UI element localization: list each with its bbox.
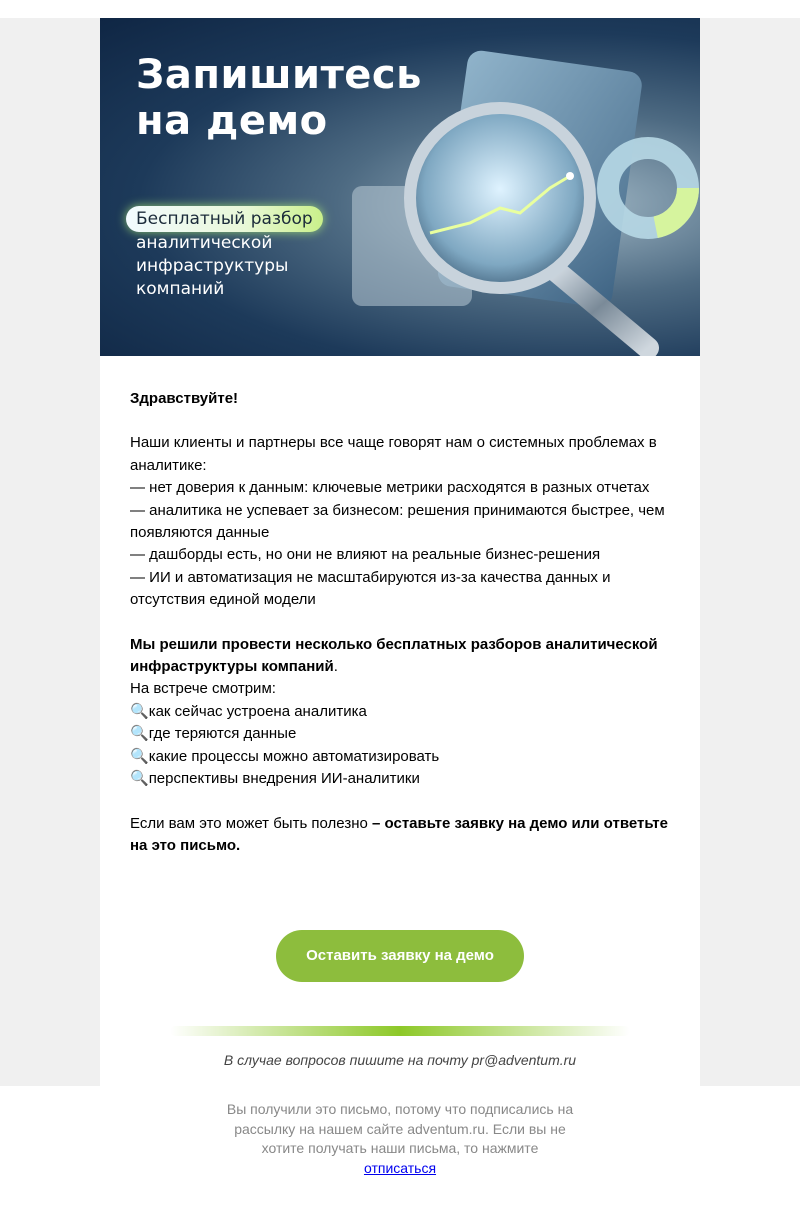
cta-text: Если вам это может быть полезно bbox=[130, 814, 372, 832]
magnifier-icon: 🔍 bbox=[130, 702, 149, 720]
list-item: 🔍перспективы внедрения ИИ-аналитики bbox=[130, 770, 420, 788]
footer bbox=[220, 1100, 580, 1178]
problem-item: — аналитика не успевает за бизнесом: решения принимаются быстрее, чем появляются данные bbox=[130, 501, 665, 542]
hero-title: Запишитесь на демо bbox=[136, 52, 422, 144]
meeting-intro: На встрече смотрим: bbox=[130, 680, 276, 698]
demo-request-button[interactable]: Оставить заявку на демо bbox=[276, 930, 524, 982]
email-card bbox=[100, 18, 700, 1086]
footer-text: Вы получили это письмо, потому что подписались на рассылку на нашем сайте adventum.ru. Если вы не хотите получать наши письма, то нажмите bbox=[226, 1101, 574, 1157]
unsubscribe-link[interactable]: отписаться bbox=[363, 1159, 437, 1176]
problem-item: — нет доверия к данным: ключевые метрики расходятся в разных отчетах bbox=[130, 479, 650, 497]
list-item: 🔍как сейчас устроена аналитика bbox=[130, 702, 367, 720]
list-item: 🔍какие процессы можно автоматизировать bbox=[130, 747, 440, 765]
magnifier-icon: 🔍 bbox=[130, 747, 149, 765]
magnifier-icon: 🔍 bbox=[130, 725, 149, 743]
problem-item: — ИИ и автоматизация не масштабируются из-за качества данных и отсутствия единой модели bbox=[130, 568, 611, 609]
contact-note: В случае вопросов пишите на почту pr@adventum.ru bbox=[223, 1052, 577, 1068]
hero-banner bbox=[100, 18, 700, 356]
cta-text-bold: – оставьте заявку на демо или ответьте на это письмо. bbox=[130, 814, 668, 854]
intro-text: Наши клиенты и партнеры все чаще говорят нам о системных проблемах в аналитике: bbox=[130, 434, 657, 474]
email-body bbox=[130, 388, 670, 857]
gradient-divider bbox=[170, 1026, 630, 1036]
hero-subtitle: аналитической инфраструктуры компаний bbox=[136, 233, 289, 299]
offer-bold: Мы решили провести несколько бесплатных разборов аналитической инфраструктуры компаний bbox=[130, 635, 658, 676]
list-item: 🔍где теряются данные bbox=[130, 725, 297, 743]
hero-tag: Бесплатный разбор bbox=[126, 206, 323, 232]
problem-item: — дашборды есть, но они не влияют на реальные бизнес-решения bbox=[130, 546, 601, 564]
offer-tail: . bbox=[333, 658, 338, 676]
magnifier-icon: 🔍 bbox=[130, 770, 149, 788]
greeting: Здравствуйте! bbox=[130, 390, 239, 407]
